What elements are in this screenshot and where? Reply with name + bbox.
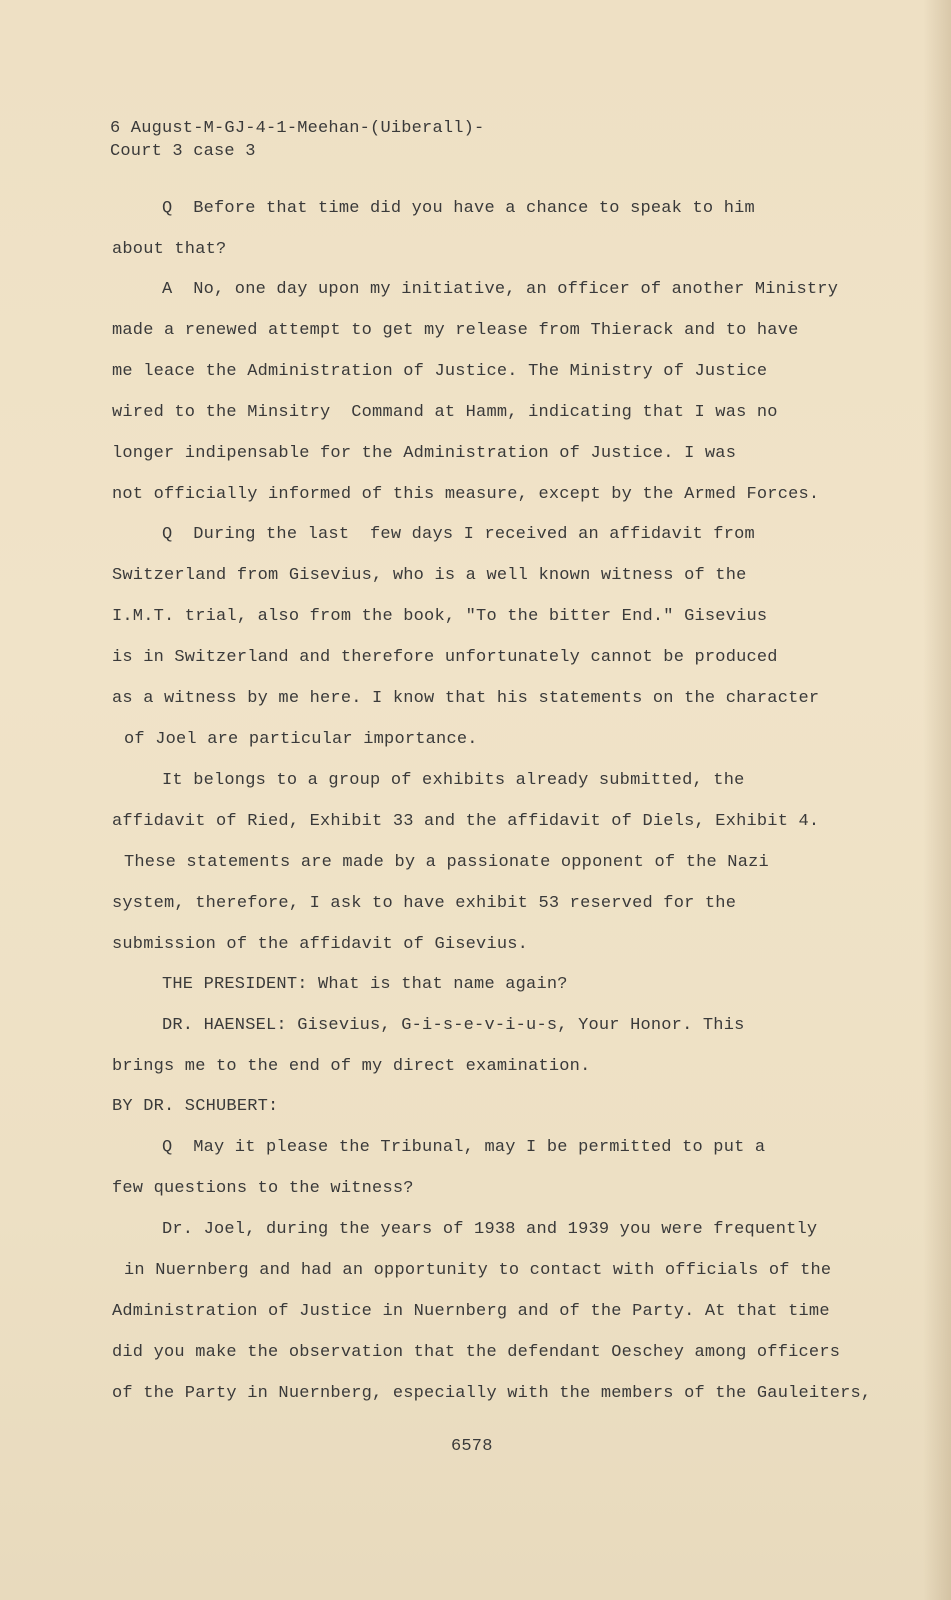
page-edge-shadow (923, 0, 951, 1600)
page-number: 6578 (451, 1437, 493, 1456)
text-line: not officially informed of this measure, except by the Armed Forces. (112, 485, 820, 504)
question-line: Q May it please the Tribunal, may I be permitted to put a (162, 1138, 766, 1157)
text-line: about that? (112, 240, 227, 259)
speaker-line: THE PRESIDENT: What is that name again? (162, 975, 568, 994)
question-line: Q Before that time did you have a chance to speak to him (162, 199, 755, 218)
speaker-line: DR. HAENSEL: Gisevius, G-i-s-e-v-i-u-s, Your Honor. This (162, 1016, 745, 1035)
text-line: brings me to the end of my direct examination. (112, 1057, 591, 1076)
answer-line: A No, one day upon my initiative, an officer of another Ministry (162, 280, 839, 299)
text-line: longer indipensable for the Administration of Justice. I was (112, 444, 737, 463)
text-line: made a renewed attempt to get my release from Thierack and to have (112, 321, 799, 340)
text-line: in Nuernberg and had an opportunity to contact with officials of the (124, 1261, 832, 1280)
text-line: wired to the Minsitry Command at Hamm, indicating that I was no (112, 403, 778, 422)
text-line: affidavit of Ried, Exhibit 33 and the affidavit of Diels, Exhibit 4. (112, 812, 820, 831)
text-line: It belongs to a group of exhibits already submitted, the (162, 771, 745, 790)
text-line: Switzerland from Gisevius, who is a well known witness of the (112, 566, 747, 585)
header-line-2: Court 3 case 3 (110, 142, 256, 161)
text-line: did you make the observation that the defendant Oeschey among officers (112, 1343, 841, 1362)
text-line: of the Party in Nuernberg, especially with the members of the Gauleiters, (112, 1384, 872, 1403)
text-line: is in Switzerland and therefore unfortunately cannot be produced (112, 648, 778, 667)
text-line: few questions to the witness? (112, 1179, 414, 1198)
text-line: system, therefore, I ask to have exhibit 53 reserved for the (112, 894, 737, 913)
examiner-heading: BY DR. SCHUBERT: (112, 1097, 279, 1116)
text-line: Dr. Joel, during the years of 1938 and 1939 you were frequently (162, 1220, 818, 1239)
text-line: I.M.T. trial, also from the book, "To the bitter End." Gisevius (112, 607, 768, 626)
text-line: submission of the affidavit of Gisevius. (112, 935, 529, 954)
text-line: Administration of Justice in Nuernberg and of the Party. At that time (112, 1302, 830, 1321)
question-line: Q During the last few days I received an affidavit from (162, 525, 755, 544)
text-line: me leace the Administration of Justice. The Ministry of Justice (112, 362, 768, 381)
text-line: as a witness by me here. I know that his statements on the character (112, 689, 820, 708)
text-line: These statements are made by a passionate opponent of the Nazi (124, 853, 769, 872)
header-line-1: 6 August-M-GJ-4-1-Meehan-(Uiberall)- (110, 119, 485, 138)
text-line: of Joel are particular importance. (124, 730, 478, 749)
